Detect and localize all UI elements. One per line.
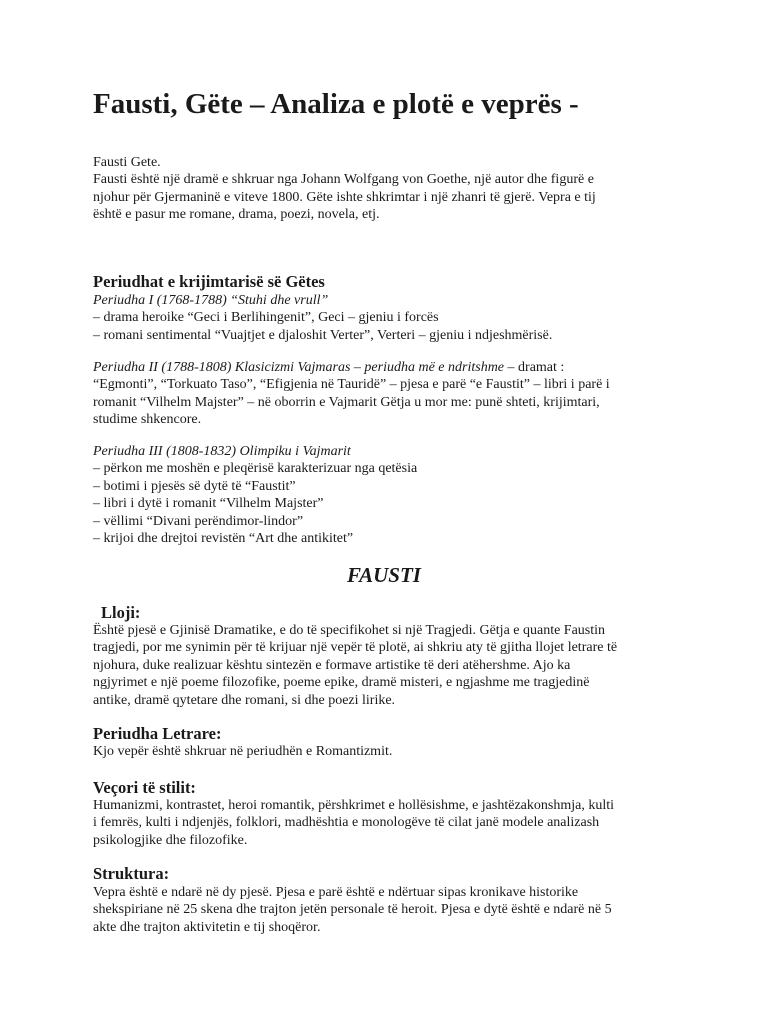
struktura-line: Vepra është e ndarë në dy pjesë. Pjesa e parë është e ndërtuar sipas kronikave historike <box>93 885 579 900</box>
struktura-line: shekspiriane në 25 skena dhe trajton jetën personale të heroit. Pjesa e dytë është e ndarë në 5 <box>93 902 612 918</box>
vecori-paragraph <box>93 797 685 849</box>
struktura-heading: Struktura: <box>93 864 170 883</box>
struktura-paragraph <box>93 884 685 936</box>
vecori-line: Humanizmi, kontrastet, heroi romantik, përshkrimet e hollësishme, e jashtëzakonshmja, kulti <box>93 798 614 813</box>
period-3-line: – përkon me moshën e pleqërisë karakterizuar nga qetësia <box>93 461 418 477</box>
lloji-line: antike, dramë qytetare dhe romani, si dhe poezi lirike. <box>93 692 396 708</box>
page-title: Fausti, Gëte – Analiza e plotë e veprës - <box>93 88 579 120</box>
lloji-line: ngjyrimet e një poeme filozofike, poeme epike, dramë misteri, e ngjashme me tragjedinë <box>93 675 590 691</box>
lloji-line: njohura, duke realizuar kështu sintezën e formave artistike të deri atëhershme. Ajo ka <box>93 657 571 673</box>
period-3-line: – libri i dytë i romanit “Vilhelm Majster” <box>93 496 324 512</box>
period-1-block <box>93 292 685 344</box>
periudha-letrare-heading: Periudha Letrare: <box>93 724 222 743</box>
period-2-line: “Egmonti”, “Torkuato Taso”, “Efigjenia në Tauridë” – pjesa e parë “e Faustit” – libri i parë i <box>93 377 610 393</box>
period-1-line: – drama heroike “Geci i Berlihingenit”, Geci – gjeniu i forcës <box>93 310 439 326</box>
lloji-paragraph <box>93 622 685 709</box>
period-2-line: studime shkencore. <box>93 412 202 428</box>
vecori-line: i femrës, kulti i ndjenjës, folklori, madhështia e monologëve të cilat janë modele analizash <box>93 815 600 831</box>
period-2-title-rest: – dramat : <box>504 360 565 375</box>
period-1-line: – romani sentimental “Vuajtjet e djaloshit Verter”, Verteri – gjeniu i ndjeshmërisë. <box>93 327 553 343</box>
intro-line: Fausti është një dramë e shkruar nga Johann Wolfgang von Goethe, një autor dhe figurë e <box>93 172 594 188</box>
periudha-letrare-line: Kjo vepër është shkruar në periudhën e Romantizmit. <box>93 744 393 759</box>
struktura-line: akte dhe trajton aktivitetin e tij shoqëror. <box>93 919 321 935</box>
period-3-line: – botimi i pjesës së dytë të “Faustit” <box>93 478 296 494</box>
period-3-title: Periudha III (1808-1832) Olimpiku i Vajmarit <box>93 444 351 459</box>
intro-line: njohur për Gjermaninë e viteve 1800. Gëte ishte shkrimtar i një zhanri të gjerë. Vepra e tij <box>93 189 596 205</box>
intro-paragraph <box>93 154 685 224</box>
period-2-line: romanit “Vilhelm Majster” – në oborrin e Vajmarit Gëtja u mor me: punë shteti, krijimtari, <box>93 394 600 410</box>
periudha-letrare-paragraph <box>93 743 685 760</box>
period-2-title: Periudha II (1788-1808) Klasicizmi Vajmaras – periudha më e ndritshme <box>93 360 505 375</box>
period-2-block <box>93 359 685 429</box>
period-1-title: Periudha I (1768-1788) “Stuhi dhe vrull” <box>93 293 329 308</box>
periods-heading: Periudhat e krijimtarisë së Gëtes <box>93 272 325 291</box>
intro-line: është e pasur me romane, drama, poezi, novela, etj. <box>93 207 380 223</box>
intro-line: Fausti Gete. <box>93 155 161 170</box>
lloji-heading: Lloji: <box>101 603 141 622</box>
fausti-heading: FAUSTI <box>347 563 421 587</box>
lloji-line: tragjedi, por me synimin për të krijuar një vepër të plotë, ai shkriu aty të gjitha llojet letrare të <box>93 640 618 656</box>
lloji-line: Është pjesë e Gjinisë Dramatike, e do të specifikohet si një Tragjedi. Gëtja e quante Faustin <box>93 623 606 638</box>
period-3-block <box>93 443 685 547</box>
vecori-heading: Veçori të stilit: <box>93 778 196 797</box>
period-3-line: – vëllimi “Divani perëndimor-lindor” <box>93 513 304 529</box>
period-3-line: – krijoi dhe drejtoi revistën “Art dhe antikitet” <box>93 531 354 547</box>
vecori-line: psikologjike dhe filozofike. <box>93 832 248 848</box>
